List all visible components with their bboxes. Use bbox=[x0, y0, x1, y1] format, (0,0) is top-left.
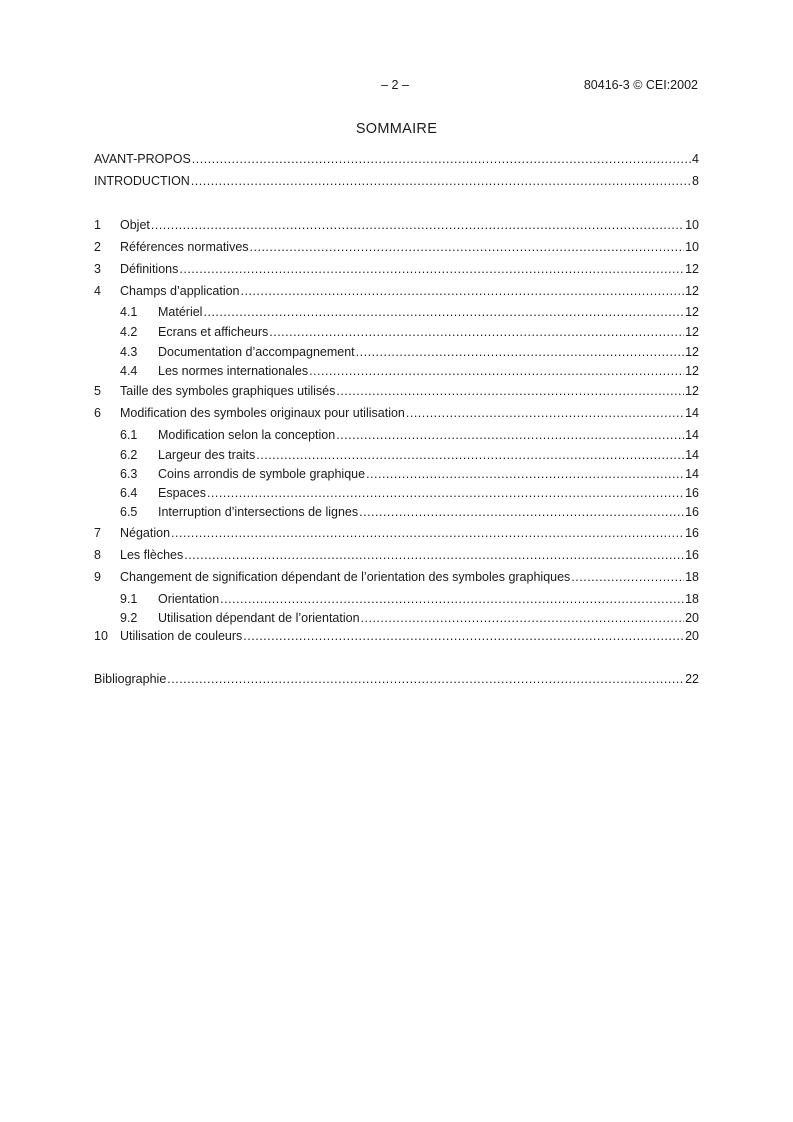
toc-entry-6-4[interactable] bbox=[94, 484, 699, 502]
toc-entry-6-5[interactable] bbox=[94, 503, 699, 521]
toc-entry-page: 18 bbox=[685, 592, 699, 606]
toc-entry-page: 20 bbox=[685, 611, 699, 625]
toc-entry-label: Champs d’application bbox=[120, 284, 240, 298]
toc-entry-number: 6.4 bbox=[120, 486, 138, 500]
toc-entry-label: Définitions bbox=[120, 262, 179, 276]
toc-entry-label: Objet bbox=[120, 218, 150, 232]
leader-dots bbox=[356, 343, 684, 361]
toc-entry-label: Matériel bbox=[158, 305, 203, 319]
toc-entry-6-1[interactable] bbox=[94, 426, 699, 444]
toc-entry-label: Négation bbox=[120, 526, 171, 540]
leader-dots bbox=[241, 282, 685, 300]
leader-dots bbox=[184, 546, 684, 564]
toc-entry-label: Ecrans et afficheurs bbox=[158, 325, 269, 339]
leader-dots bbox=[309, 362, 684, 380]
toc-entry-page: 16 bbox=[685, 486, 699, 500]
toc-entry-number: 6.3 bbox=[120, 467, 138, 481]
toc-entry-bibliographie[interactable] bbox=[94, 670, 699, 688]
toc-entry-4-1[interactable] bbox=[94, 303, 699, 321]
toc-entry-number: 7 bbox=[94, 526, 101, 540]
toc-entry-label: Les flèches bbox=[120, 548, 184, 562]
toc-entry-page: 20 bbox=[685, 629, 699, 643]
toc-entry-2[interactable] bbox=[94, 238, 699, 256]
toc-entry-label: Utilisation dépendant de l’orientation bbox=[158, 611, 360, 625]
leader-dots bbox=[167, 670, 684, 688]
toc-entry-page: 12 bbox=[685, 364, 699, 378]
leader-dots bbox=[250, 238, 685, 256]
leader-dots bbox=[359, 503, 684, 521]
toc-entry-6[interactable] bbox=[94, 404, 699, 422]
page-number: – 2 – bbox=[381, 78, 409, 92]
toc-entry-number: 9.2 bbox=[120, 611, 138, 625]
toc-entry-number: 6.5 bbox=[120, 505, 138, 519]
toc-entry-page: 12 bbox=[685, 384, 699, 398]
toc-entry-label: Documentation d’accompagnement bbox=[158, 345, 355, 359]
toc-entry-number: 6 bbox=[94, 406, 101, 420]
toc-entry-7[interactable] bbox=[94, 524, 699, 542]
toc-entry-4[interactable] bbox=[94, 282, 699, 300]
toc-entry-page: 12 bbox=[685, 305, 699, 319]
toc-entry-number: 9 bbox=[94, 570, 101, 584]
toc-entry-1[interactable] bbox=[94, 216, 699, 234]
leader-dots bbox=[179, 260, 684, 278]
toc-entry-label: Modification des symboles originaux pour utilisation bbox=[120, 406, 405, 420]
leader-dots bbox=[203, 303, 684, 321]
toc-entry-label: Espaces bbox=[158, 486, 206, 500]
toc-entry-label: INTRODUCTION bbox=[94, 174, 190, 188]
leader-dots bbox=[151, 216, 684, 234]
toc-entry-page: 8 bbox=[692, 174, 699, 188]
toc-entry-page: 14 bbox=[685, 448, 699, 462]
toc-entry-number: 4.3 bbox=[120, 345, 138, 359]
toc-entry-number: 6.2 bbox=[120, 448, 138, 462]
toc-entry-page: 14 bbox=[685, 428, 699, 442]
toc-entry-label: Modification selon la conception bbox=[158, 428, 336, 442]
leader-dots bbox=[406, 404, 684, 422]
toc-entry-9-1[interactable] bbox=[94, 590, 699, 608]
leader-dots bbox=[243, 627, 684, 645]
toc-entry-page: 14 bbox=[685, 467, 699, 481]
toc-entry-label: Largeur des traits bbox=[158, 448, 256, 462]
toc-entry-label: Coins arrondis de symbole graphique bbox=[158, 467, 366, 481]
toc-title: SOMMAIRE bbox=[355, 121, 438, 137]
toc-entry-page: 10 bbox=[685, 240, 699, 254]
leader-dots bbox=[207, 484, 684, 502]
toc-entry-label: Références normatives bbox=[120, 240, 249, 254]
toc-entry-page: 16 bbox=[685, 505, 699, 519]
toc-entry-label: AVANT-PROPOS bbox=[94, 152, 191, 166]
leader-dots bbox=[256, 446, 684, 464]
leader-dots bbox=[571, 568, 684, 586]
toc-entry-number: 4.4 bbox=[120, 364, 138, 378]
leader-dots bbox=[366, 465, 684, 483]
toc-entry-5[interactable] bbox=[94, 382, 699, 400]
leader-dots bbox=[171, 524, 684, 542]
leader-dots bbox=[336, 382, 684, 400]
toc-entry-4-2[interactable] bbox=[94, 323, 699, 341]
toc-entry-page: 22 bbox=[685, 672, 699, 686]
toc-entry-page: 16 bbox=[685, 526, 699, 540]
toc-entry-page: 12 bbox=[685, 345, 699, 359]
toc-entry-label: Les normes internationales bbox=[158, 364, 309, 378]
toc-entry-number: 8 bbox=[94, 548, 101, 562]
toc-entry-page: 12 bbox=[685, 262, 699, 276]
leader-dots bbox=[361, 609, 685, 627]
leader-dots bbox=[220, 590, 684, 608]
toc-entry-label: Changement de signification dépendant de l’orientation des symboles graphiques bbox=[120, 570, 571, 584]
toc-entry-number: 4 bbox=[94, 284, 101, 298]
toc-entry-number: 5 bbox=[94, 384, 101, 398]
toc-entry-number: 4.2 bbox=[120, 325, 138, 339]
toc-entry-10[interactable] bbox=[94, 627, 699, 645]
toc-entry-label: Interruption d’intersections de lignes bbox=[158, 505, 359, 519]
toc-entry-label: Orientation bbox=[158, 592, 220, 606]
document-reference: 80416-3 © CEI:2002 bbox=[583, 78, 698, 92]
toc-entry-page: 10 bbox=[685, 218, 699, 232]
toc-entry-8[interactable] bbox=[94, 546, 699, 564]
toc-entry-9-2[interactable] bbox=[94, 609, 699, 627]
toc-entry-6-2[interactable] bbox=[94, 446, 699, 464]
toc-entry-page: 4 bbox=[692, 152, 699, 166]
toc-entry-label: Utilisation de couleurs bbox=[120, 629, 243, 643]
toc-entry-page: 12 bbox=[685, 325, 699, 339]
toc-entry-label: Bibliographie bbox=[94, 672, 167, 686]
toc-entry-number: 10 bbox=[94, 629, 108, 643]
toc-entry-number: 4.1 bbox=[120, 305, 138, 319]
toc-entry-label: Taille des symboles graphiques utilisés bbox=[120, 384, 336, 398]
toc-entry-page: 16 bbox=[685, 548, 699, 562]
leader-dots bbox=[269, 323, 684, 341]
leader-dots bbox=[192, 150, 691, 168]
leader-dots bbox=[336, 426, 684, 444]
toc-entry-page: 12 bbox=[685, 284, 699, 298]
toc-entry-avant-propos[interactable] bbox=[94, 150, 699, 168]
toc-entry-number: 1 bbox=[94, 218, 101, 232]
toc-entry-number: 6.1 bbox=[120, 428, 138, 442]
toc-entry-page: 14 bbox=[685, 406, 699, 420]
toc-entry-6-3[interactable] bbox=[94, 465, 699, 483]
toc-entry-4-4[interactable] bbox=[94, 362, 699, 380]
toc-entry-3[interactable] bbox=[94, 260, 699, 278]
toc-entry-4-3[interactable] bbox=[94, 343, 699, 361]
toc-entry-number: 2 bbox=[94, 240, 101, 254]
toc-entry-number: 3 bbox=[94, 262, 101, 276]
leader-dots bbox=[191, 172, 691, 190]
toc-entry-introduction[interactable] bbox=[94, 172, 699, 190]
toc-entry-9[interactable] bbox=[94, 568, 699, 586]
toc-entry-page: 18 bbox=[685, 570, 699, 584]
toc-entry-number: 9.1 bbox=[120, 592, 138, 606]
